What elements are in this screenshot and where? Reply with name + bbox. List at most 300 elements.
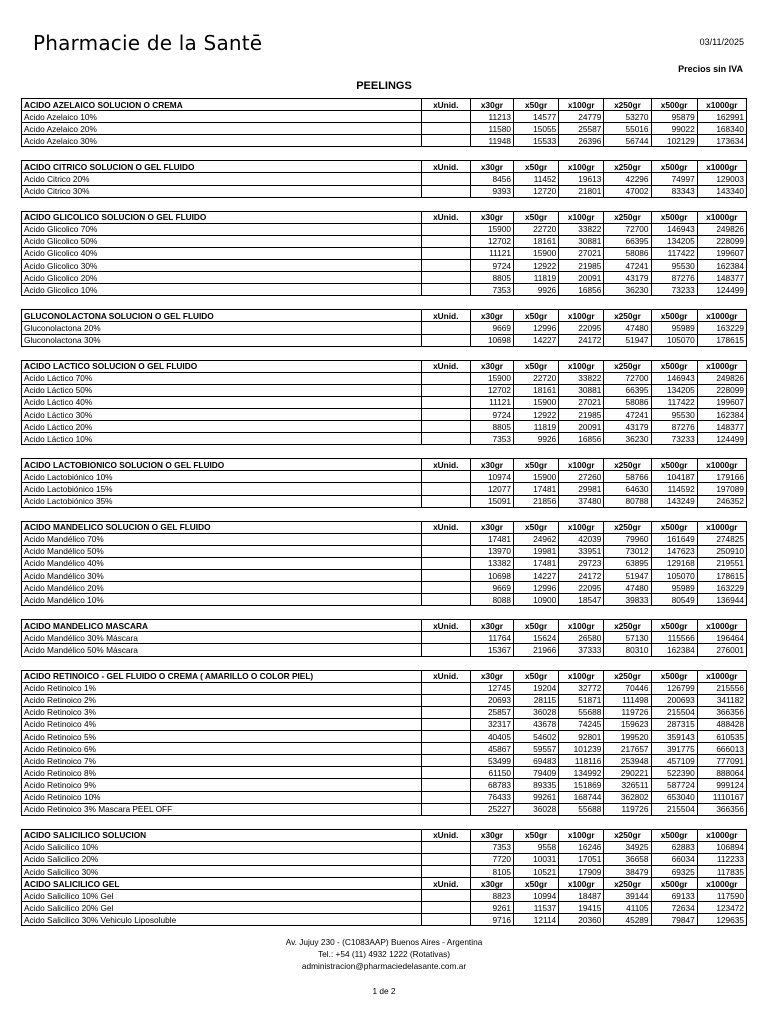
price-cell: 14577: [514, 111, 559, 123]
price-cell: 13382: [470, 557, 513, 569]
price-cell: 18547: [559, 594, 604, 606]
column-header: x1000gr: [697, 670, 746, 682]
product-name: Acido Láctico 30%: [22, 408, 422, 420]
table-row: [22, 914, 747, 926]
price-table: [21, 458, 747, 507]
price-cell: 36230: [604, 433, 651, 445]
price-cell: 38479: [604, 865, 651, 877]
price-cell: 9724: [470, 260, 513, 272]
price-cell: 80549: [651, 594, 697, 606]
table-row: [22, 272, 747, 284]
price-cell: [421, 235, 470, 247]
section-header-row: [22, 620, 747, 632]
price-cell: 58766: [604, 471, 651, 483]
table-row: [22, 890, 747, 902]
product-name: Acido Retinoico 6%: [22, 743, 422, 755]
price-cell: 101239: [559, 743, 604, 755]
price-cell: 148377: [697, 421, 746, 433]
price-cell: [421, 396, 470, 408]
column-header: x50gr: [514, 521, 559, 533]
price-table: [21, 877, 747, 926]
price-cell: [421, 533, 470, 545]
product-name: Acido Retinoico 1%: [22, 682, 422, 694]
price-cell: 106894: [697, 841, 746, 853]
price-cell: 87276: [651, 272, 697, 284]
price-cell: 228099: [697, 235, 746, 247]
product-name: Acido Citrico 20%: [22, 173, 422, 185]
product-name: Acido Retinoico 5%: [22, 731, 422, 743]
price-cell: 79409: [514, 767, 559, 779]
price-cell: [421, 173, 470, 185]
price-cell: 250910: [697, 545, 746, 557]
price-cell: 20693: [470, 694, 513, 706]
price-cell: 33822: [559, 223, 604, 235]
column-header: x30gr: [470, 360, 513, 372]
price-cell: 653040: [651, 791, 697, 803]
price-cell: 8823: [470, 890, 513, 902]
price-cell: 11537: [514, 902, 559, 914]
price-cell: 73233: [651, 433, 697, 445]
column-header: x500gr: [651, 99, 697, 111]
section-spacer: [21, 147, 747, 160]
price-cell: 9724: [470, 408, 513, 420]
column-header: x50gr: [514, 620, 559, 632]
price-cell: 11580: [470, 123, 513, 135]
price-cell: 276001: [697, 644, 746, 656]
price-cell: 215504: [651, 706, 697, 718]
price-table: [21, 211, 747, 297]
price-cell: [421, 471, 470, 483]
price-cell: 37333: [559, 644, 604, 656]
column-header: x1000gr: [697, 620, 746, 632]
column-header: x50gr: [514, 878, 559, 890]
column-header: x50gr: [514, 310, 559, 322]
column-header: xUnid.: [421, 670, 470, 682]
price-cell: [421, 111, 470, 123]
price-cell: 179166: [697, 471, 746, 483]
price-cell: 20091: [559, 272, 604, 284]
price-cell: [421, 185, 470, 197]
product-name: Acido Salicilico 30% Vehiculo Liposoluble: [22, 914, 422, 926]
price-cell: 43678: [514, 718, 559, 730]
column-header: x250gr: [604, 310, 651, 322]
product-name: Acido Mandélico 30%: [22, 570, 422, 582]
product-name: Acido Salicilico 10% Gel: [22, 890, 422, 902]
section-header-row: [22, 670, 747, 682]
table-row: [22, 223, 747, 235]
price-cell: 45867: [470, 743, 513, 755]
price-cell: 162991: [697, 111, 746, 123]
table-row: [22, 433, 747, 445]
price-cell: [421, 803, 470, 815]
price-cell: [421, 644, 470, 656]
price-cell: 215504: [651, 803, 697, 815]
column-header: xUnid.: [421, 620, 470, 632]
price-cell: 21966: [514, 644, 559, 656]
column-header: x250gr: [604, 521, 651, 533]
price-cell: 457109: [651, 755, 697, 767]
price-cell: 36230: [604, 284, 651, 296]
table-row: [22, 396, 747, 408]
column-header: xUnid.: [421, 99, 470, 111]
price-cell: 15900: [514, 471, 559, 483]
price-cell: 359143: [651, 731, 697, 743]
product-name: Acido Láctico 10%: [22, 433, 422, 445]
price-cell: 72700: [604, 223, 651, 235]
price-cell: 55688: [559, 803, 604, 815]
column-header: x50gr: [514, 459, 559, 471]
section-title: ACIDO LACTOBIONICO SOLUCION O GEL FLUIDO: [22, 459, 422, 471]
price-cell: 143340: [697, 185, 746, 197]
price-note: Precios sin IVA: [678, 64, 743, 74]
price-cell: [421, 247, 470, 259]
price-cell: 29723: [559, 557, 604, 569]
price-cell: 95879: [651, 111, 697, 123]
column-header: x100gr: [559, 360, 604, 372]
price-cell: 39144: [604, 890, 651, 902]
price-cell: 17481: [514, 483, 559, 495]
price-table: [21, 521, 747, 607]
price-cell: 54602: [514, 731, 559, 743]
price-cell: 32317: [470, 718, 513, 730]
price-table: [21, 98, 747, 147]
price-cell: 10698: [470, 570, 513, 582]
price-cell: 20091: [559, 421, 604, 433]
column-header: x100gr: [559, 99, 604, 111]
price-cell: 47480: [604, 582, 651, 594]
price-cell: 12922: [514, 260, 559, 272]
product-name: Acido Salicilico 20%: [22, 853, 422, 865]
price-cell: 69325: [651, 865, 697, 877]
price-cell: 47241: [604, 260, 651, 272]
table-row: [22, 582, 747, 594]
section-header-row: [22, 99, 747, 111]
column-header: x500gr: [651, 161, 697, 173]
price-cell: 10994: [514, 890, 559, 902]
price-cell: 117422: [651, 396, 697, 408]
price-cell: 112233: [697, 853, 746, 865]
section-title: ACIDO SALICILICO SOLUCION: [22, 829, 422, 841]
price-cell: 36028: [514, 706, 559, 718]
price-cell: [421, 743, 470, 755]
price-cell: 14227: [514, 334, 559, 346]
price-cell: [421, 718, 470, 730]
table-row: [22, 334, 747, 346]
section-header-row: [22, 211, 747, 223]
section-title: GLUCONOLACTONA SOLUCION O GEL FLUIDO: [22, 310, 422, 322]
product-name: Acido Retinoico 9%: [22, 779, 422, 791]
table-row: [22, 111, 747, 123]
table-row: [22, 471, 747, 483]
price-cell: 134992: [559, 767, 604, 779]
section-spacer: [21, 508, 747, 521]
price-cell: 12922: [514, 408, 559, 420]
price-cell: 219551: [697, 557, 746, 569]
column-header: x50gr: [514, 829, 559, 841]
price-cell: 53270: [604, 111, 651, 123]
price-cell: 162384: [697, 408, 746, 420]
price-cell: 39833: [604, 594, 651, 606]
price-cell: 197089: [697, 483, 746, 495]
price-cell: 53499: [470, 755, 513, 767]
price-cell: [421, 694, 470, 706]
price-table: [21, 360, 747, 446]
price-cell: 12702: [470, 384, 513, 396]
price-cell: 11948: [470, 135, 513, 147]
price-cell: 51871: [559, 694, 604, 706]
product-name: Gluconolactona 20%: [22, 322, 422, 334]
price-cell: [421, 767, 470, 779]
price-cell: [421, 495, 470, 507]
price-cell: [421, 791, 470, 803]
table-row: [22, 644, 747, 656]
price-cell: 16856: [559, 433, 604, 445]
price-cell: 43179: [604, 272, 651, 284]
column-header: x50gr: [514, 161, 559, 173]
price-cell: 9261: [470, 902, 513, 914]
price-cell: [421, 421, 470, 433]
price-cell: 66395: [604, 235, 651, 247]
price-cell: [421, 322, 470, 334]
price-cell: 124499: [697, 284, 746, 296]
column-header: x500gr: [651, 620, 697, 632]
price-cell: 25857: [470, 706, 513, 718]
price-cell: 249826: [697, 372, 746, 384]
price-cell: 10974: [470, 471, 513, 483]
price-cell: 30881: [559, 384, 604, 396]
price-cell: 27021: [559, 396, 604, 408]
price-cell: 105070: [651, 570, 697, 582]
section-header-row: [22, 310, 747, 322]
price-cell: 119726: [604, 803, 651, 815]
column-header: x30gr: [470, 310, 513, 322]
column-header: x1000gr: [697, 161, 746, 173]
table-row: [22, 743, 747, 755]
price-cell: 134205: [651, 235, 697, 247]
price-cell: 587724: [651, 779, 697, 791]
table-row: [22, 902, 747, 914]
section-title: ACIDO MANDELICO SOLUCION O GEL FLUIDO: [22, 521, 422, 533]
table-row: [22, 841, 747, 853]
column-header: x250gr: [604, 211, 651, 223]
price-cell: 13970: [470, 545, 513, 557]
price-cell: 168744: [559, 791, 604, 803]
price-cell: 72700: [604, 372, 651, 384]
price-cell: 11452: [514, 173, 559, 185]
price-cell: 59557: [514, 743, 559, 755]
price-cell: 326511: [604, 779, 651, 791]
price-cell: [421, 902, 470, 914]
table-row: [22, 533, 747, 545]
table-row: [22, 755, 747, 767]
section-header-row: [22, 459, 747, 471]
column-header: x1000gr: [697, 310, 746, 322]
column-header: x500gr: [651, 211, 697, 223]
brand-logo: Pharmacie de la Santē: [33, 31, 263, 55]
price-cell: 68783: [470, 779, 513, 791]
table-row: [22, 865, 747, 877]
column-header: x500gr: [651, 310, 697, 322]
price-cell: 36658: [604, 853, 651, 865]
price-cell: 37480: [559, 495, 604, 507]
price-cell: 163229: [697, 582, 746, 594]
section-title: ACIDO LACTICO SOLUCION O GEL FLUIDO: [22, 360, 422, 372]
price-cell: 42039: [559, 533, 604, 545]
price-cell: 287315: [651, 718, 697, 730]
table-row: [22, 779, 747, 791]
price-cell: 41105: [604, 902, 651, 914]
product-name: Acido Mandélico 10%: [22, 594, 422, 606]
price-cell: 117422: [651, 247, 697, 259]
price-cell: 610535: [697, 731, 746, 743]
product-name: Acido Salicilico 20% Gel: [22, 902, 422, 914]
price-cell: 40405: [470, 731, 513, 743]
price-cell: 253948: [604, 755, 651, 767]
table-row: [22, 803, 747, 815]
price-cell: 8805: [470, 421, 513, 433]
price-cell: 21856: [514, 495, 559, 507]
section-header-row: [22, 161, 747, 173]
product-name: Acido Mandélico 40%: [22, 557, 422, 569]
product-name: Acido Mandélico 50%: [22, 545, 422, 557]
price-cell: 21985: [559, 260, 604, 272]
column-header: x30gr: [470, 620, 513, 632]
price-cell: 12077: [470, 483, 513, 495]
table-row: [22, 545, 747, 557]
product-name: Acido Láctico 40%: [22, 396, 422, 408]
price-cell: 69483: [514, 755, 559, 767]
price-cell: 33822: [559, 372, 604, 384]
table-row: [22, 322, 747, 334]
price-cell: 15091: [470, 495, 513, 507]
price-cell: 79960: [604, 533, 651, 545]
product-name: Acido Retinoico 4%: [22, 718, 422, 730]
price-cell: 129003: [697, 173, 746, 185]
price-cell: 143249: [651, 495, 697, 507]
product-name: Acido Láctico 20%: [22, 421, 422, 433]
price-cell: 391775: [651, 743, 697, 755]
price-cell: 14227: [514, 570, 559, 582]
price-cell: 80788: [604, 495, 651, 507]
column-header: x100gr: [559, 878, 604, 890]
price-cell: 17051: [559, 853, 604, 865]
price-cell: 19204: [514, 682, 559, 694]
column-header: x50gr: [514, 99, 559, 111]
price-cell: 74997: [651, 173, 697, 185]
price-cell: [421, 372, 470, 384]
price-cell: 36028: [514, 803, 559, 815]
price-cell: 16856: [559, 284, 604, 296]
price-cell: 215556: [697, 682, 746, 694]
product-name: Acido Glicolico 70%: [22, 223, 422, 235]
price-cell: 11819: [514, 272, 559, 284]
price-cell: 111498: [604, 694, 651, 706]
footer-phone: Tel.: +54 (11) 4932 1222 (Rotativas): [318, 949, 450, 959]
price-cell: 777091: [697, 755, 746, 767]
price-cell: 7353: [470, 841, 513, 853]
price-cell: 11213: [470, 111, 513, 123]
price-cell: 22720: [514, 223, 559, 235]
price-cell: 129168: [651, 557, 697, 569]
table-row: [22, 594, 747, 606]
price-cell: 95530: [651, 260, 697, 272]
price-cell: 11764: [470, 632, 513, 644]
price-cell: 246352: [697, 495, 746, 507]
price-cell: 8456: [470, 173, 513, 185]
price-cell: [421, 284, 470, 296]
price-cell: 8805: [470, 272, 513, 284]
product-name: Gluconolactona 30%: [22, 334, 422, 346]
column-header: x100gr: [559, 829, 604, 841]
table-row: [22, 421, 747, 433]
price-cell: 15900: [514, 396, 559, 408]
price-cell: 69133: [651, 890, 697, 902]
table-row: [22, 185, 747, 197]
price-cell: 87276: [651, 421, 697, 433]
price-cell: 17481: [470, 533, 513, 545]
product-name: Acido Glicolico 20%: [22, 272, 422, 284]
section-header-row: [22, 829, 747, 841]
price-cell: 12996: [514, 322, 559, 334]
column-header: x500gr: [651, 521, 697, 533]
product-name: Acido Retinoico 3% Mascara PEEL OFF: [22, 803, 422, 815]
column-header: x500gr: [651, 829, 697, 841]
product-name: Acido Retinoico 8%: [22, 767, 422, 779]
price-cell: 43179: [604, 421, 651, 433]
price-cell: [421, 433, 470, 445]
price-cell: 126799: [651, 682, 697, 694]
price-cell: [421, 582, 470, 594]
column-header: x30gr: [470, 211, 513, 223]
price-cell: 32772: [559, 682, 604, 694]
price-cell: 999124: [697, 779, 746, 791]
price-cell: 290221: [604, 767, 651, 779]
price-cell: [421, 755, 470, 767]
price-cell: 12745: [470, 682, 513, 694]
price-cell: 274825: [697, 533, 746, 545]
price-cell: 24779: [559, 111, 604, 123]
product-name: Acido Lactobiónico 15%: [22, 483, 422, 495]
price-cell: 161649: [651, 533, 697, 545]
section-spacer: [21, 657, 747, 670]
price-cell: 27260: [559, 471, 604, 483]
price-cell: 29981: [559, 483, 604, 495]
column-header: x30gr: [470, 670, 513, 682]
section-header-row: [22, 878, 747, 890]
price-cell: 522390: [651, 767, 697, 779]
price-cell: 92801: [559, 731, 604, 743]
price-cell: 47480: [604, 322, 651, 334]
column-header: x250gr: [604, 99, 651, 111]
price-tables: [21, 98, 747, 926]
section-spacer: [21, 445, 747, 458]
product-name: Acido Retinoico 7%: [22, 755, 422, 767]
price-cell: [421, 706, 470, 718]
price-cell: 104187: [651, 471, 697, 483]
column-header: x100gr: [559, 310, 604, 322]
price-cell: [421, 408, 470, 420]
section-spacer: [21, 816, 747, 829]
price-cell: [421, 731, 470, 743]
footer: [0, 936, 768, 972]
price-table: [21, 160, 747, 197]
price-cell: 26580: [559, 632, 604, 644]
price-cell: [421, 570, 470, 582]
table-row: [22, 791, 747, 803]
price-table: [21, 829, 747, 878]
price-cell: 1110167: [697, 791, 746, 803]
document-date: 03/11/2025: [699, 37, 744, 47]
